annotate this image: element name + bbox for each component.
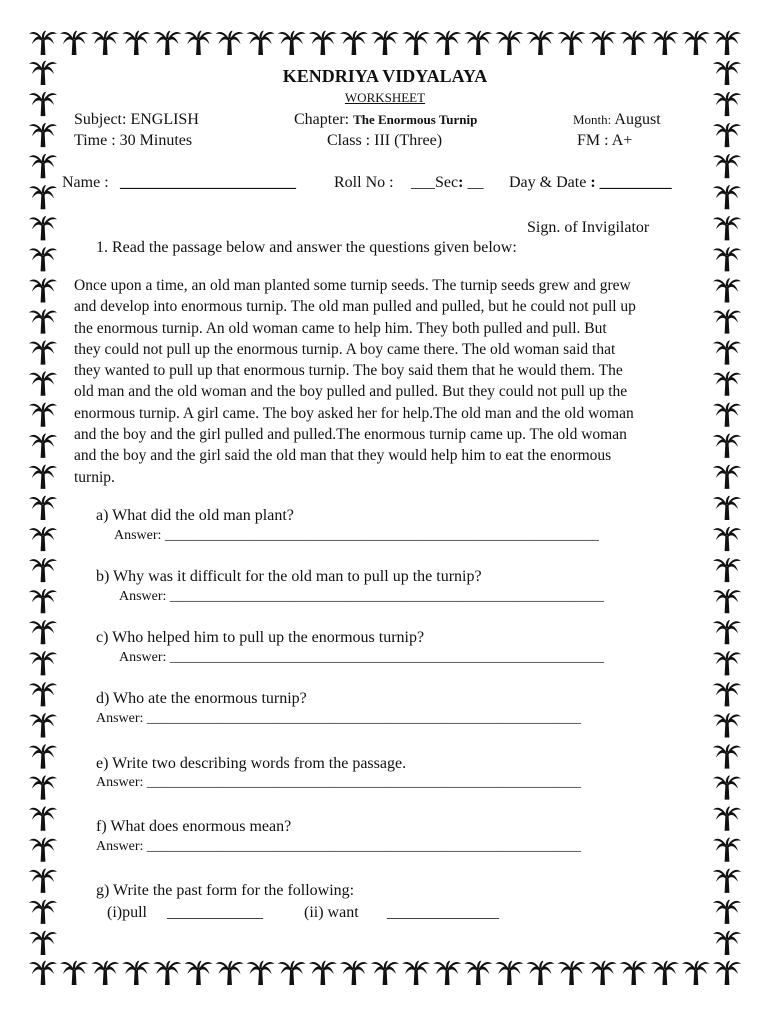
- passage-line: the enormous turnip. An old woman came to help him. They both pulled and pull. But: [74, 319, 607, 337]
- palm-tree-icon: [713, 185, 741, 209]
- chapter-info: [294, 111, 477, 129]
- palm-tree-icon: [713, 807, 741, 831]
- palm-tree-icon: [29, 775, 57, 799]
- palm-tree-icon: [29, 154, 57, 178]
- answer-line-d[interactable]: Answer: ______________________________________________________________: [96, 711, 581, 726]
- full-marks-label: FM : A+: [577, 132, 633, 149]
- passage-line: they could not pull up the enormous turnip. A boy came there. The old woman said that: [74, 340, 616, 358]
- passage-line: enormous turnip. A girl came. The boy asked her for help.The old man and the old woman: [74, 404, 634, 422]
- past-form-item-want: (ii) want: [304, 904, 359, 921]
- palm-tree-icon: [713, 651, 741, 675]
- palm-tree-icon: [29, 434, 57, 458]
- palm-tree-icon: [29, 651, 57, 675]
- passage-line: and develop into enormous turnip. The old man pulled and pulled, but he could not pull up: [74, 298, 636, 316]
- name-blank: ______________________: [120, 174, 296, 191]
- palm-tree-icon: [713, 713, 741, 737]
- question-f: f) What does enormous mean?: [96, 818, 292, 835]
- palm-tree-icon: [278, 31, 306, 55]
- name-label: Name :: [62, 174, 109, 191]
- palm-tree-icon: [433, 961, 461, 985]
- palm-tree-icon: [713, 558, 741, 582]
- answer-line-f[interactable]: Answer: ______________________________________________________________: [96, 839, 581, 854]
- palm-tree-icon: [29, 309, 57, 333]
- date-blank: _________: [599, 174, 672, 191]
- palm-tree-icon: [278, 961, 306, 985]
- palm-tree-icon: [558, 31, 586, 55]
- palm-tree-icon: [464, 31, 492, 55]
- question-g: g) Write the past form for the following:: [96, 882, 355, 899]
- palm-tree-icon: [29, 340, 57, 364]
- answer-line-c[interactable]: Answer: ______________________________________________________________: [119, 650, 604, 665]
- palm-tree-icon: [29, 247, 57, 271]
- palm-tree-icon: [309, 961, 337, 985]
- palm-tree-icon: [402, 31, 430, 55]
- palm-tree-icon: [29, 558, 57, 582]
- palm-tree-icon: [29, 869, 57, 893]
- past-form-item-pull: (i)pull: [107, 904, 147, 921]
- palm-tree-icon: [713, 775, 741, 799]
- answer-line-b[interactable]: Answer: ______________________________________________________________: [119, 589, 604, 604]
- palm-tree-icon: [91, 961, 119, 985]
- subject-label: Subject: ENGLISH: [74, 111, 199, 128]
- question-a: a) What did the old man plant?: [96, 507, 294, 524]
- palm-tree-icon: [247, 961, 275, 985]
- chapter-name: The Enormous Turnip: [353, 112, 478, 127]
- palm-tree-icon: [433, 31, 461, 55]
- palm-tree-icon: [309, 31, 337, 55]
- worksheet-label: WORKSHEET: [344, 90, 426, 105]
- palm-tree-icon: [216, 31, 244, 55]
- answer-line-e[interactable]: Answer: ______________________________________________________________: [96, 775, 581, 790]
- date-colon: :: [590, 174, 596, 191]
- section-blank: __: [467, 174, 484, 191]
- passage-line: and the boy and the girl pulled and pulled.The enormous turnip came up. The old woman: [74, 426, 627, 444]
- palm-tree-icon: [29, 744, 57, 768]
- palm-tree-icon: [713, 527, 741, 551]
- palm-tree-icon: [713, 496, 741, 520]
- roll-no-label: Roll No :: [334, 174, 394, 191]
- class-label: Class : III (Three): [327, 132, 443, 149]
- passage-line: they wanted to pull up that enormous turnip. The boy said them that he would them. The: [74, 362, 623, 380]
- question-d: d) Who ate the enormous turnip?: [96, 690, 307, 707]
- palm-tree-icon: [713, 931, 741, 955]
- palm-tree-icon: [29, 931, 57, 955]
- palm-tree-icon: [713, 589, 741, 613]
- palm-tree-icon: [589, 961, 617, 985]
- palm-tree-icon: [29, 961, 57, 985]
- palm-tree-icon: [713, 216, 741, 240]
- palm-tree-icon: [60, 31, 88, 55]
- question-c: c) Who helped him to pull up the enormous turnip?: [96, 629, 425, 646]
- palm-tree-icon: [713, 154, 741, 178]
- palm-tree-icon: [29, 403, 57, 427]
- date-text: Day & Date: [509, 174, 587, 191]
- palm-tree-icon: [402, 961, 430, 985]
- palm-tree-icon: [713, 869, 741, 893]
- palm-tree-icon: [620, 31, 648, 55]
- palm-tree-icon: [29, 838, 57, 862]
- palm-tree-icon: [29, 185, 57, 209]
- month-value: August: [614, 111, 661, 128]
- palm-tree-icon: [29, 123, 57, 147]
- palm-tree-icon: [122, 31, 150, 55]
- palm-tree-icon: [713, 247, 741, 271]
- palm-tree-icon: [29, 31, 57, 55]
- invigilator-signature: Sign. of Invigilator: [527, 219, 650, 236]
- palm-tree-icon: [713, 838, 741, 862]
- palm-tree-icon: [29, 620, 57, 644]
- palm-tree-icon: [371, 31, 399, 55]
- month-label: Month:: [573, 112, 612, 127]
- palm-tree-icon: [29, 589, 57, 613]
- palm-tree-icon: [29, 807, 57, 831]
- palm-tree-icon: [589, 31, 617, 55]
- palm-tree-icon: [713, 123, 741, 147]
- palm-tree-icon: [29, 372, 57, 396]
- palm-tree-icon: [29, 713, 57, 737]
- palm-tree-icon: [153, 31, 181, 55]
- palm-tree-icon: [29, 465, 57, 489]
- palm-tree-icon: [122, 961, 150, 985]
- past-form-blank-want[interactable]: ______________: [387, 904, 499, 921]
- palm-tree-icon: [713, 682, 741, 706]
- instruction: 1. Read the passage below and answer the questions given below:: [96, 239, 517, 256]
- answer-line-a[interactable]: Answer: ______________________________________________________________: [114, 528, 599, 543]
- month-info: [573, 111, 661, 129]
- palm-tree-icon: [464, 961, 492, 985]
- passage-line: Once upon a time, an old man planted some turnip seeds. The turnip seeds grew and grew: [74, 277, 631, 294]
- palm-tree-icon: [91, 31, 119, 55]
- palm-tree-icon: [526, 961, 554, 985]
- passage-line: and the boy and the girl said the old man that they would help him to eat the enormous: [74, 447, 612, 465]
- palm-tree-icon: [184, 961, 212, 985]
- palm-tree-icon: [526, 31, 554, 55]
- palm-tree-icon: [713, 961, 741, 985]
- palm-tree-icon: [713, 900, 741, 924]
- reading-passage: [74, 275, 720, 488]
- palm-tree-icon: [184, 31, 212, 55]
- palm-tree-icon: [153, 961, 181, 985]
- palm-tree-icon: [29, 900, 57, 924]
- palm-tree-icon: [29, 278, 57, 302]
- section-text: ___Sec: [411, 174, 459, 191]
- question-b: b) Why was it difficult for the old man to pull up the turnip?: [96, 568, 482, 585]
- palm-tree-icon: [340, 31, 368, 55]
- section-colon: :: [458, 174, 464, 191]
- chapter-label: Chapter:: [294, 111, 350, 128]
- palm-tree-icon: [682, 961, 710, 985]
- palm-tree-icon: [29, 216, 57, 240]
- palm-tree-icon: [651, 31, 679, 55]
- palm-tree-icon: [29, 496, 57, 520]
- palm-tree-icon: [371, 961, 399, 985]
- palm-tree-icon: [247, 31, 275, 55]
- palm-tree-icon: [29, 527, 57, 551]
- past-form-blank-pull[interactable]: ____________: [167, 904, 263, 921]
- palm-tree-icon: [29, 682, 57, 706]
- section-label: [411, 174, 483, 192]
- time-label: Time : 30 Minutes: [74, 132, 193, 149]
- palm-tree-icon: [713, 744, 741, 768]
- palm-tree-icon: [651, 961, 679, 985]
- passage-line: old man and the old woman and the boy pulled and pulled. But they could not pull up the: [74, 383, 628, 401]
- palm-tree-icon: [60, 961, 88, 985]
- palm-tree-icon: [558, 961, 586, 985]
- palm-tree-icon: [495, 31, 523, 55]
- passage-line: turnip.: [74, 468, 115, 486]
- palm-tree-icon: [620, 961, 648, 985]
- palm-tree-icon: [340, 961, 368, 985]
- palm-tree-icon: [495, 961, 523, 985]
- palm-tree-icon: [216, 961, 244, 985]
- palm-tree-icon: [713, 620, 741, 644]
- question-e: e) Write two describing words from the passage.: [96, 755, 407, 772]
- date-label: [509, 174, 672, 192]
- palm-tree-icon: [713, 31, 741, 55]
- palm-tree-icon: [682, 31, 710, 55]
- school-title: KENDRIYA VIDYALAYA: [282, 66, 488, 86]
